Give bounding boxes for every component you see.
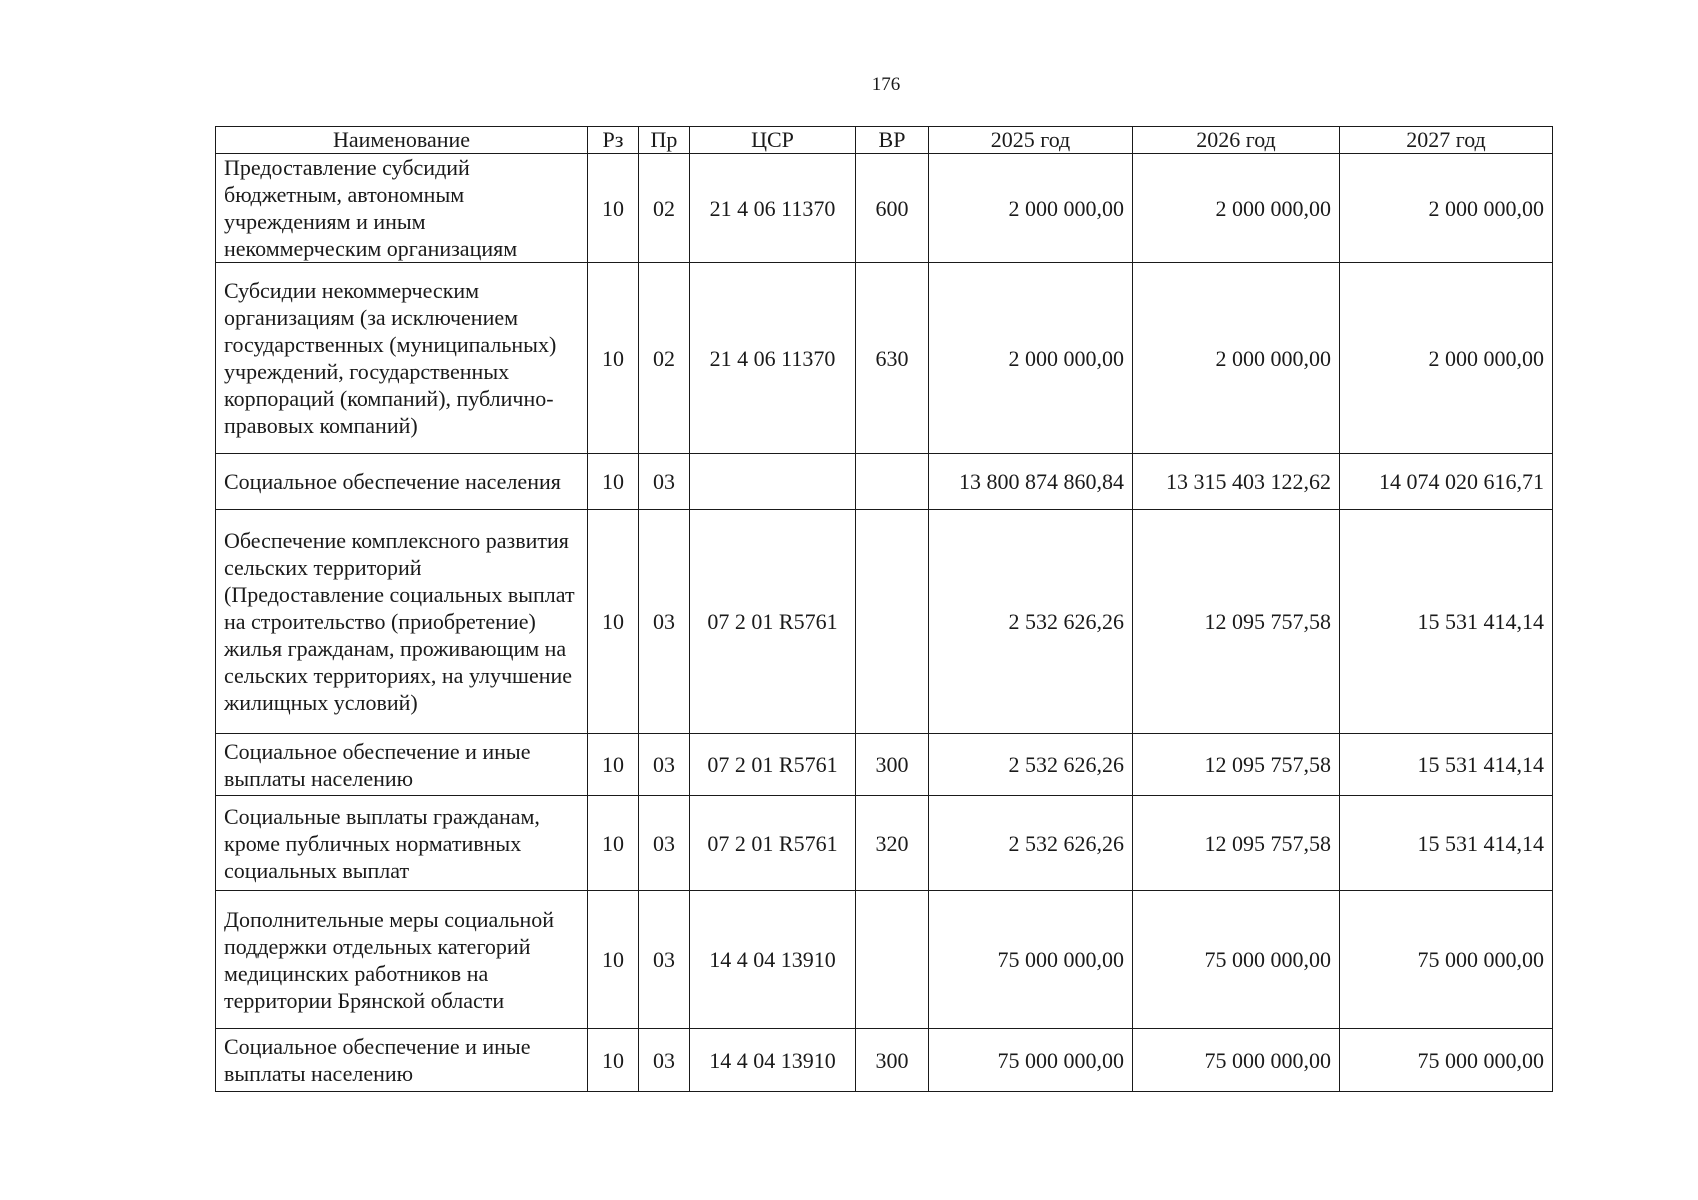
row-2027: 75 000 000,00 [1340,891,1553,1029]
row-pr: 03 [639,734,690,796]
row-2026: 2 000 000,00 [1133,154,1340,263]
row-2027: 2 000 000,00 [1340,154,1553,263]
table-row [216,154,1553,263]
row-name: Предоставление субсидий бюджетным, автономным учреждениям и иным некоммерческим организациям [216,154,588,263]
row-pr: 03 [639,891,690,1029]
row-rz: 10 [588,734,639,796]
row-vr: 300 [856,734,929,796]
row-csr: 07 2 01 R5761 [690,734,856,796]
row-2027: 75 000 000,00 [1340,1029,1553,1092]
row-csr: 14 4 04 13910 [690,1029,856,1092]
row-pr: 03 [639,510,690,734]
row-csr: 21 4 06 11370 [690,154,856,263]
page-number: 176 [871,74,901,95]
row-csr: 07 2 01 R5761 [690,510,856,734]
table-row [216,891,1553,1029]
row-2026: 2 000 000,00 [1133,263,1340,454]
row-2026: 12 095 757,58 [1133,796,1340,891]
row-rz: 10 [588,1029,639,1092]
row-2026: 13 315 403 122,62 [1133,454,1340,510]
row-vr: 600 [856,154,929,263]
row-2026: 75 000 000,00 [1133,1029,1340,1092]
row-csr: 21 4 06 11370 [690,263,856,454]
row-2025: 75 000 000,00 [929,1029,1133,1092]
table-row [216,263,1553,454]
table-row [216,454,1553,510]
row-rz: 10 [588,510,639,734]
row-rz: 10 [588,454,639,510]
table-row [216,734,1553,796]
row-2025: 2 532 626,26 [929,734,1133,796]
row-name: Социальное обеспечение населения [216,454,588,510]
row-csr: 14 4 04 13910 [690,891,856,1029]
row-csr: 07 2 01 R5761 [690,796,856,891]
row-2027: 2 000 000,00 [1340,263,1553,454]
header-2025: 2025 год [929,127,1133,154]
row-pr: 02 [639,154,690,263]
row-vr: 630 [856,263,929,454]
row-2027: 14 074 020 616,71 [1340,454,1553,510]
row-2027: 15 531 414,14 [1340,510,1553,734]
row-2025: 13 800 874 860,84 [929,454,1133,510]
table-row [216,1029,1553,1092]
row-vr [856,510,929,734]
row-2025: 75 000 000,00 [929,891,1133,1029]
table-header-row [216,127,1553,154]
header-vr: ВР [856,127,929,154]
row-name: Социальное обеспечение и иные выплаты населению [216,734,588,796]
row-2027: 15 531 414,14 [1340,796,1553,891]
row-name: Субсидии некоммерческим организациям (за исключением государственных (муниципальных) учреждений, государственных корпораций (компаний), публично-правовых компаний) [216,263,588,454]
row-name: Обеспечение комплексного развития сельских территорий (Предоставление социальных выплат на строительство (приобретение) жилья гражданам, проживающим на сельских территориях, на улучшение жилищных условий) [216,510,588,734]
row-pr: 03 [639,454,690,510]
row-csr [690,454,856,510]
header-csr: ЦСР [690,127,856,154]
row-2026: 12 095 757,58 [1133,510,1340,734]
row-2025: 2 532 626,26 [929,510,1133,734]
row-2025: 2 000 000,00 [929,263,1133,454]
header-pr: Пр [639,127,690,154]
row-name: Социальное обеспечение и иные выплаты населению [216,1029,588,1092]
header-rz: Рз [588,127,639,154]
budget-table [215,126,1553,1092]
row-2025: 2 000 000,00 [929,154,1133,263]
table-row [216,796,1553,891]
row-rz: 10 [588,263,639,454]
row-2025: 2 532 626,26 [929,796,1133,891]
row-rz: 10 [588,154,639,263]
row-rz: 10 [588,796,639,891]
table-row [216,510,1553,734]
header-2026: 2026 год [1133,127,1340,154]
row-vr [856,891,929,1029]
row-2026: 75 000 000,00 [1133,891,1340,1029]
header-2027: 2027 год [1340,127,1553,154]
header-name: Наименование [216,127,588,154]
row-pr: 03 [639,796,690,891]
row-vr: 320 [856,796,929,891]
row-pr: 03 [639,1029,690,1092]
row-2027: 15 531 414,14 [1340,734,1553,796]
row-rz: 10 [588,891,639,1029]
row-2026: 12 095 757,58 [1133,734,1340,796]
row-name: Социальные выплаты гражданам, кроме публичных нормативных социальных выплат [216,796,588,891]
row-vr [856,454,929,510]
row-pr: 02 [639,263,690,454]
row-vr: 300 [856,1029,929,1092]
row-name: Дополнительные меры социальной поддержки отдельных категорий медицинских работников на территории Брянской области [216,891,588,1029]
